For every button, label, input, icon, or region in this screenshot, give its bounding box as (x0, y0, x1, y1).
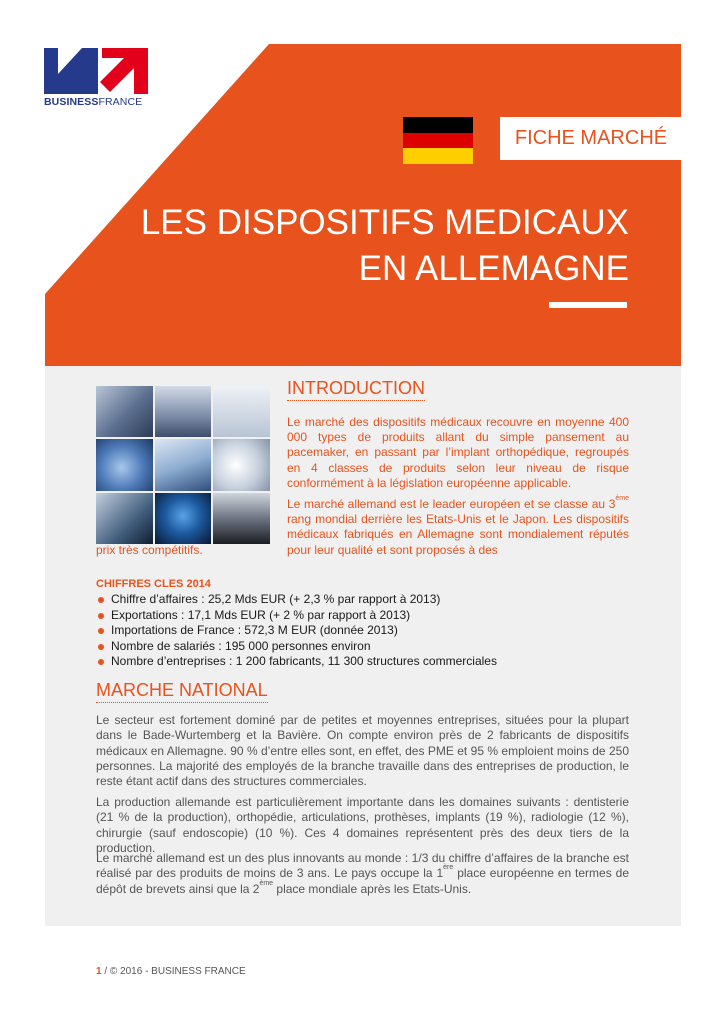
introduction-heading: INTRODUCTION (287, 378, 425, 401)
marche-paragraph-2: La production allemande est particulièrement importante dans les domaines suivants : dentisterie (21 % de la production), orthopédie, articulations, prothèses, implants (19 %), radiologie (12 %), chirurgie (sauf endoscopie) (10 %). Ces 4 domaines représentent près des deux tiers de la production. (96, 795, 629, 855)
title-line-2: EN ALLEMAGNE (358, 249, 629, 288)
list-item: Exportations : 17,1 Mds EUR (+ 2 % par rapport à 2013) (96, 608, 497, 624)
page-number: 1 (96, 966, 102, 977)
gloved-hands-photo (96, 439, 153, 490)
medical-photo-grid (96, 386, 270, 544)
microscope-photo (213, 493, 270, 544)
pills-photo (213, 439, 270, 490)
page-title (141, 200, 629, 292)
syringe-photo (155, 493, 212, 544)
list-item: Nombre d’entreprises : 1 200 fabricants, 11 300 structures commerciales (96, 654, 497, 670)
list-item: Importations de France : 572,3 M EUR (donnée 2013) (96, 623, 497, 639)
fiche-marche-badge: FICHE MARCHÉ (500, 117, 682, 160)
title-line-1: LES DISPOSITIFS MEDICAUX (140, 203, 629, 242)
hospital-room-photo (155, 386, 212, 437)
thermometer-photo (213, 386, 270, 437)
stethoscope-photo (96, 493, 153, 544)
introduction-paragraph-2: Le marché allemand est le leader européen et se classe au 3ème rang mondial derrière les Etats-Unis et le Japon. Les dispositifs médicaux fabriqués en Allemagne sont mondialement réputés pour leur qualité et sont proposés à des (287, 495, 629, 557)
title-underline (549, 302, 627, 308)
chiffres-cles-list (96, 592, 497, 670)
list-item: Nombre de salariés : 195 000 personnes environ (96, 639, 497, 655)
marche-national-heading: MARCHE NATIONAL (96, 680, 268, 703)
copyright: © 2016 - BUSINESS FRANCE (109, 966, 246, 977)
marche-paragraph-1: Le secteur est fortement dominé par de petites et moyennes entreprises, situées pour la plupart dans le Bade-Wurtemberg et la Bavière. On compte environ près de 2 fabricants de dispositifs médicaux en Allemagne. 90 % d’entre elles sont, en effet, des PME et 95 % emploient moins de 250 personnes. La majorité des employés de la branche travaille dans des entreprises de production, le reste étant actif dans des structures commerciales. (96, 713, 629, 789)
marche-paragraph-3: Le marché allemand est un des plus innovants au monde : 1/3 du chiffre d’affaires de la branche est réalisé par des produits de moins de 3 ans. Le pays occupe la 1ère place européenne en termes de dépôt de brevets ainsi que la 2ème place mondiale après les Etats-Unis. (96, 851, 629, 896)
hospital-corridor-photo (96, 386, 153, 437)
page-footer: 1 / © 2016 - BUSINESS FRANCE (96, 966, 246, 977)
list-item: Chiffre d’affaires : 25,2 Mds EUR (+ 2,3 % par rapport à 2013) (96, 592, 497, 608)
introduction-paragraph-2-tail: prix très compétitifs. (96, 543, 203, 557)
germany-flag-icon (403, 117, 473, 164)
introduction-paragraph-1: Le marché des dispositifs médicaux recouvre en moyenne 400 000 types de produits allant du simple pansement au pacemaker, en passant par l’implant orthopédique, regroupés en 4 classes de produits selon leur niveau de risque conformément à la législation européenne applicable. (287, 415, 629, 490)
logo-wordmark: BUSINESSFRANCE (44, 96, 143, 108)
chiffres-cles-heading: CHIFFRES CLES 2014 (96, 578, 211, 590)
surgeon-mask-photo (155, 439, 212, 490)
